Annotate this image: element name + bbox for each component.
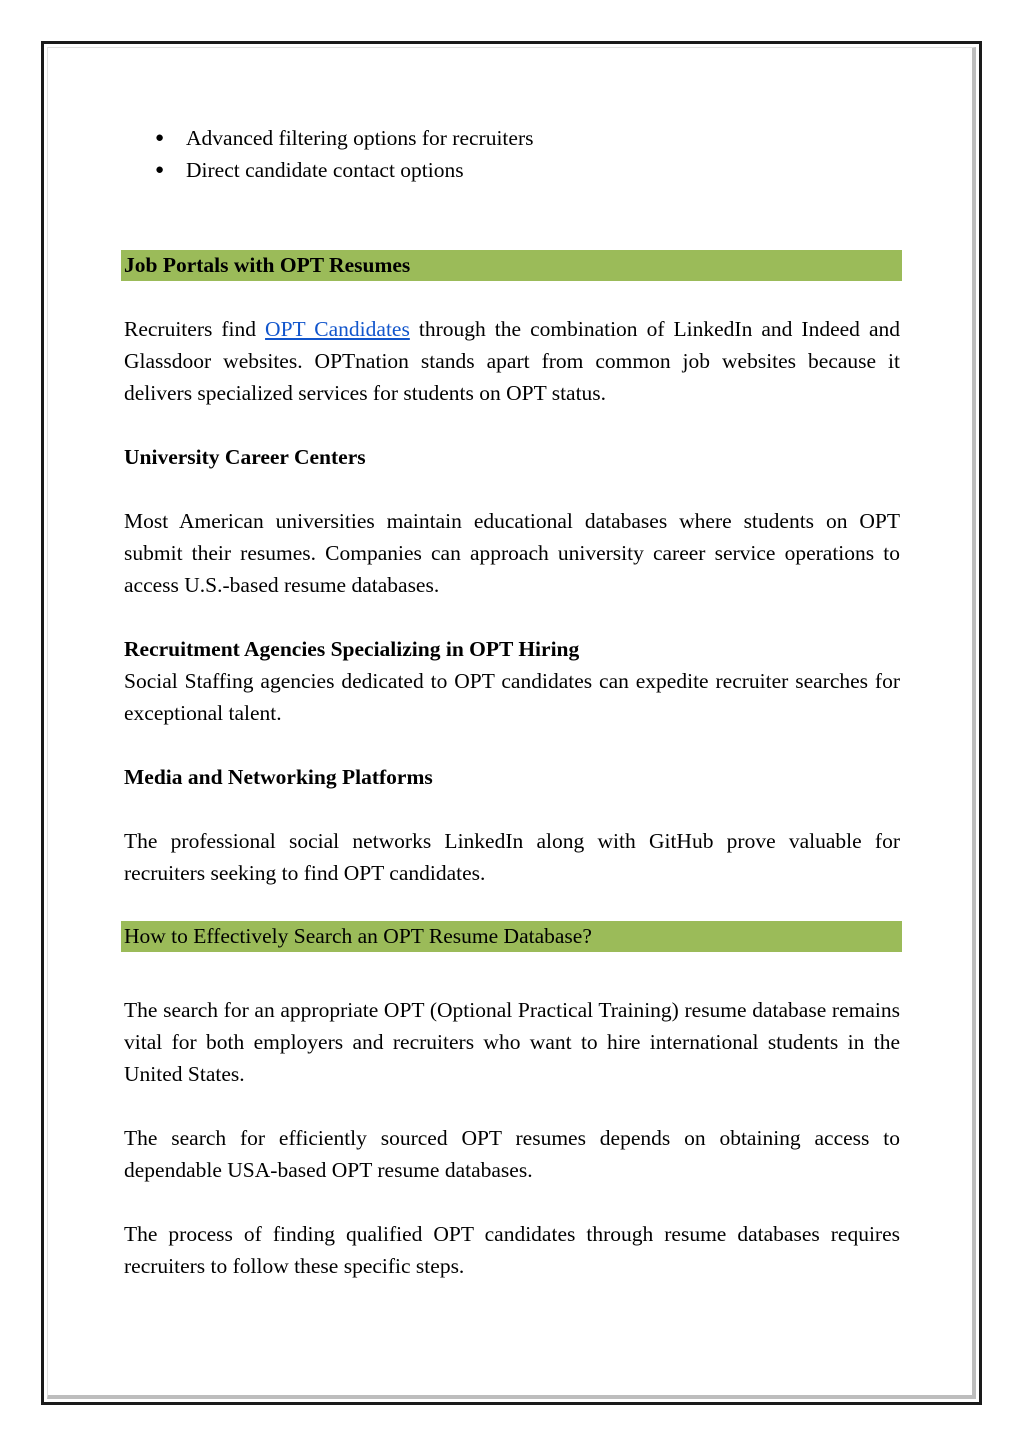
spacer [124,186,900,250]
bullet-dot-icon: ● [155,162,165,178]
university-paragraph: Most American universities maintain educational databases where students on OPT submit their resumes. Companies can approach university career service operations to access U.S.-based resume databases. [124,509,900,597]
list-item-text: Advanced filtering options for recruiters [186,126,534,150]
feature-bullet-list [155,122,900,186]
list-item [155,154,900,186]
spacer [124,473,900,505]
spacer [124,952,900,994]
search-paragraph-1: The search for an appropriate OPT (Optional Practical Training) resume database remains vital for both employers and recruiters who want to hire international students in the United States. [124,998,900,1086]
agencies-paragraph: Social Staffing agencies dedicated to OPT candidates can expedite recruiter searches for exceptional talent. [124,669,900,725]
spacer [124,409,900,441]
job-portals-paragraph [124,313,900,409]
paragraph-text: through the combination of LinkedIn and Indeed and Glassdoor websites. OPTnation stands apart from common job websites because it delivers specialized services for students on OPT status. [124,317,900,405]
section-heading-search-database: How to Effectively Search an OPT Resume Database? [121,921,902,952]
paragraph-text: Recruiters find [124,317,257,341]
spacer [124,601,900,633]
list-item [155,122,900,154]
search-paragraph-2: The search for efficiently sourced OPT resumes depends on obtaining access to dependable USA-based OPT resume databases. [124,1126,900,1182]
media-heading: Media and Networking Platforms [124,765,433,789]
search-paragraph-3: The process of finding qualified OPT candidates through resume databases requires recruiters to follow these specific steps. [124,1222,900,1278]
bullet-dot-icon: ● [155,130,165,146]
university-heading: University Career Centers [124,445,366,469]
spacer [124,729,900,761]
media-paragraph: The professional social networks LinkedIn along with GitHub prove valuable for recruiters seeking to find OPT candidates. [124,829,900,885]
agencies-heading: Recruitment Agencies Specializing in OPT Hiring [124,637,580,661]
spacer [124,889,900,921]
spacer [124,1090,900,1122]
list-item-text: Direct candidate contact options [186,158,464,182]
section-heading-job-portals: Job Portals with OPT Resumes [121,250,902,281]
opt-candidates-link[interactable]: OPT Candidates [265,317,410,341]
spacer [124,1186,900,1218]
document-body [124,122,900,1282]
spacer [124,793,900,825]
spacer [124,281,900,313]
